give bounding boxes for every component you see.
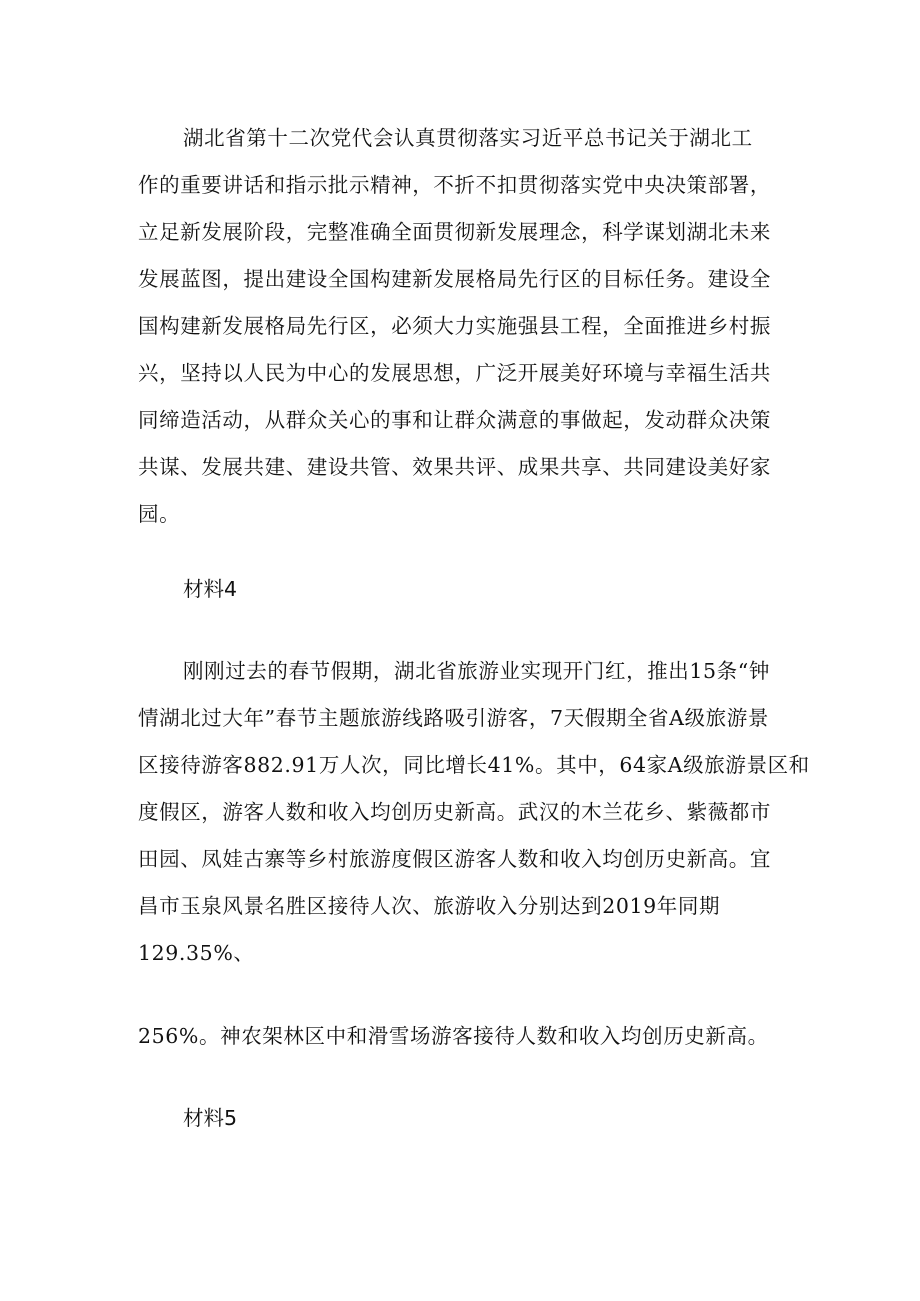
paragraph-1-line-2: 作的重要讲话和指示批示精神，不折不扣贯彻落实党中央决策部署，: [138, 173, 771, 197]
paragraph-1-line-6: 兴，坚持以人民为中心的发展思想，广泛开展美好环境与幸福生活共: [138, 361, 771, 385]
paragraph-1-line-4: 发展蓝图，提出建设全国构建新发展格局先行区的目标任务。建设全: [138, 267, 771, 291]
paragraph-2-line-6: 昌市玉泉风景名胜区接待人次、旅游收入分别达到2019年同期: [138, 894, 721, 918]
paragraph-1-line-5: 国构建新发展格局先行区，必须大力实施强县工程，全面推进乡村振: [138, 314, 771, 338]
paragraph-1-line-3: 立足新发展阶段，完整准确全面贯彻新发展理念，科学谋划湖北未来: [138, 220, 771, 244]
paragraph-3: 256%。神农架林区中和滑雪场游客接待人数和收入均创历史新高。: [138, 1024, 769, 1048]
paragraph-2-line-4: 度假区，游客人数和收入均创历史新高。武汉的木兰花乡、紫薇都市: [138, 800, 771, 824]
paragraph-1-line-1: 湖北省第十二次党代会认真贯彻落实习近平总书记关于湖北工: [183, 126, 753, 150]
paragraph-2-line-5: 田园、凤娃古寨等乡村旅游度假区游客人数和收入均创历史新高。宜: [138, 847, 771, 871]
paragraph-1-line-9: 园。: [138, 502, 181, 526]
paragraph-1-line-7: 同缔造活动，从群众关心的事和让群众满意的事做起，发动群众决策: [138, 408, 771, 432]
paragraph-2-line-3: 区接待游客882.91万人次，同比增长41%。其中，64家A级旅游景区和: [138, 753, 810, 777]
paragraph-2-line-7: 129.35%、: [138, 941, 255, 965]
paragraph-2-line-2: 情湖北过大年”春节主题旅游线路吸引游客，7天假期全省A级旅游景: [138, 706, 769, 730]
paragraph-1-line-8: 共谋、发展共建、建设共管、效果共评、成果共享、共同建设美好家: [138, 455, 771, 479]
heading-material-4: 材料4: [183, 577, 238, 601]
heading-material-5: 材料5: [183, 1106, 238, 1130]
paragraph-2-line-1: 刚刚过去的春节假期，湖北省旅游业实现开门红，推出15条“钟: [183, 659, 770, 683]
